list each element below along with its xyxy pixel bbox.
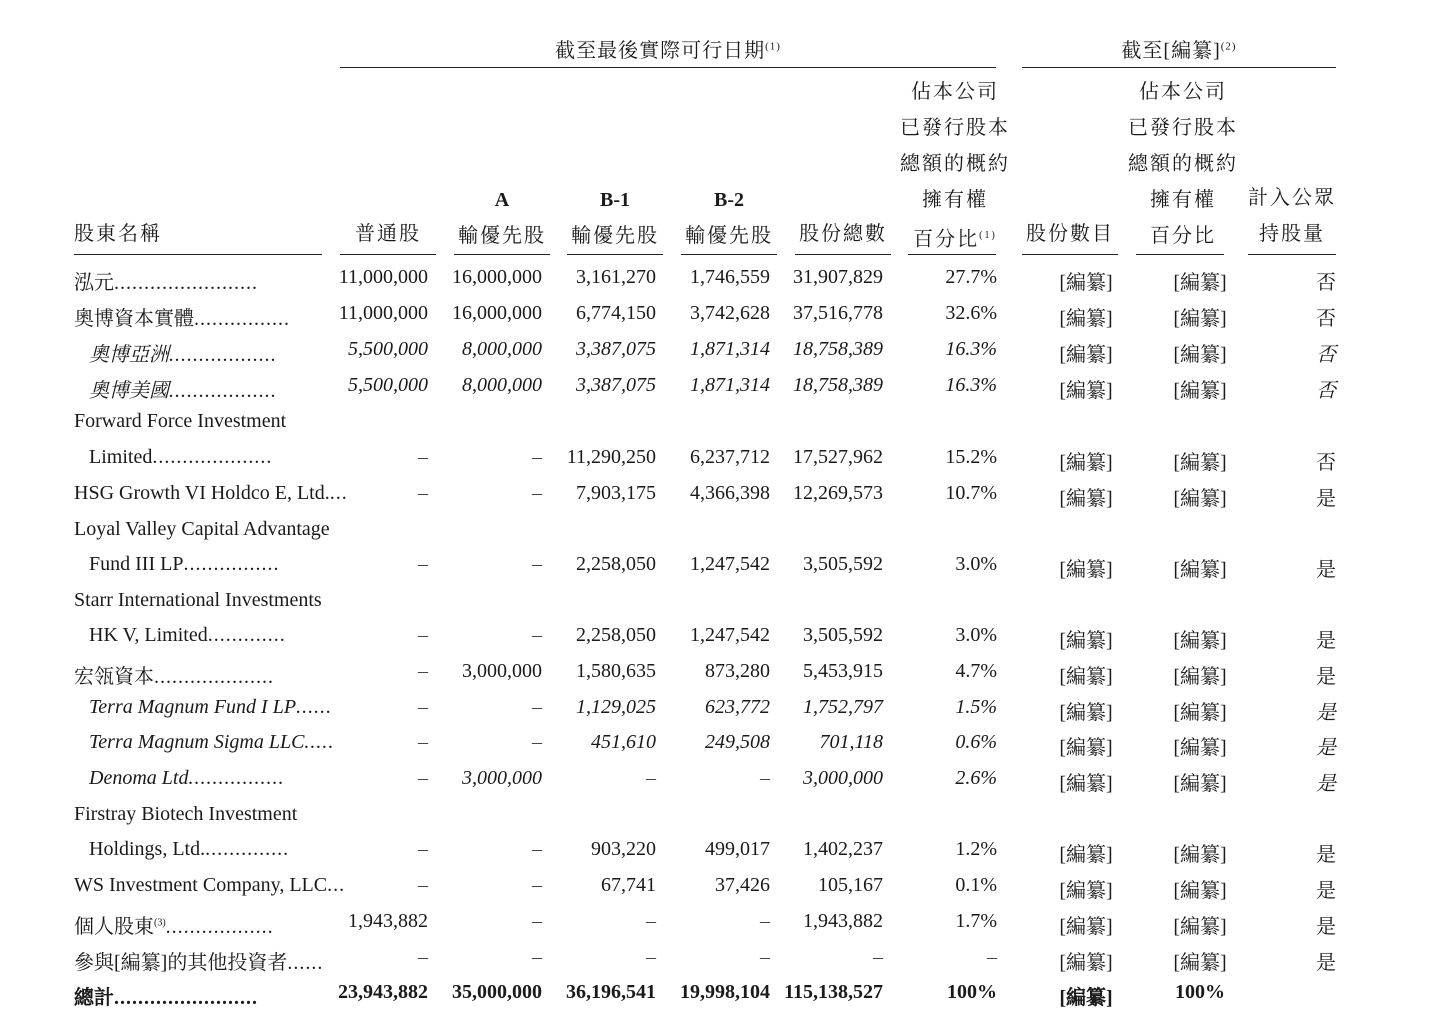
cell-ordinary: – <box>418 767 428 789</box>
shareholder-name-text: 個人股東 <box>74 916 154 938</box>
cell-b1: 1,580,635 <box>576 660 656 682</box>
col-header-b2-pref <box>681 182 777 254</box>
cell-pct2: [編纂] <box>1173 773 1227 795</box>
col-rule-pct <box>908 254 996 255</box>
cell-public-float: 是 <box>1316 666 1336 688</box>
cell-a: 16,000,000 <box>452 266 542 288</box>
cell-total: 12,269,573 <box>793 482 883 504</box>
shareholder-name-text: WS Investment Company, LLC <box>74 874 328 896</box>
cell-b2: 1,871,314 <box>690 338 770 360</box>
cell-public-float: 是 <box>1316 488 1336 510</box>
cell-a: 8,000,000 <box>462 338 542 360</box>
cell-pct: 10.7% <box>945 482 997 504</box>
cell-pct: 15.2% <box>945 446 997 468</box>
cell-count: [編纂] <box>1059 488 1113 510</box>
col-header-b2-pref-text: 輸優先股 <box>685 225 773 247</box>
cell-total: 1,402,237 <box>803 838 883 860</box>
footnote-marker: (1) <box>765 40 781 53</box>
cell-count: [編纂] <box>1059 452 1113 474</box>
cell-public-float: 是 <box>1316 702 1336 724</box>
leader-dots: .............. <box>205 838 290 860</box>
leader-dots: ................ <box>183 553 280 575</box>
cell-total: 5,453,915 <box>803 660 883 682</box>
cell-ordinary: – <box>418 624 428 646</box>
leader-dots: ............. <box>207 624 286 646</box>
cell-a: 16,000,000 <box>452 302 542 324</box>
cell-b2: 4,366,398 <box>690 482 770 504</box>
leader-dots: ..... <box>304 731 335 753</box>
cell-public-float: 否 <box>1316 272 1336 294</box>
cell-pct2: [編纂] <box>1173 452 1227 474</box>
shareholder-name-text: HK V, Limited <box>89 624 208 646</box>
col-rule-b1 <box>567 254 663 255</box>
cell-total: 701,118 <box>819 731 883 753</box>
shareholder-name <box>89 838 289 861</box>
cell-total: 18,758,389 <box>793 374 883 396</box>
cell-count: [編纂] <box>1059 630 1113 652</box>
cell-ordinary: – <box>418 660 428 682</box>
cell-pct: 16.3% <box>945 374 997 396</box>
shareholder-name <box>89 338 277 367</box>
shareholder-name-line1: Forward Force Investment <box>74 410 287 432</box>
cell-b1: 3,387,075 <box>576 374 656 396</box>
cell-b1: – <box>646 767 656 789</box>
cell-ordinary: 11,000,000 <box>338 266 428 288</box>
cell-b2: 1,871,314 <box>690 374 770 396</box>
col-rule-ordinary <box>340 254 436 255</box>
cell-b1: 3,161,270 <box>576 266 656 288</box>
cell-b2: 19,998,104 <box>680 981 770 1003</box>
cell-b1: 7,903,175 <box>576 482 656 504</box>
cell-b2: 499,017 <box>705 838 770 860</box>
cell-count: [編纂] <box>1059 344 1113 366</box>
shareholder-name-line1: Starr International Investments <box>74 589 322 611</box>
shareholder-name-text: 泓元 <box>74 272 114 294</box>
shareholder-name <box>89 696 332 719</box>
cell-public-float: 是 <box>1316 559 1336 581</box>
footnote-marker: (3) <box>154 917 166 929</box>
col-header-public-float <box>1248 180 1336 252</box>
cell-a: 8,000,000 <box>462 374 542 396</box>
cell-count: [編纂] <box>1059 952 1113 974</box>
cell-b2: – <box>760 910 770 932</box>
shareholder-name <box>89 446 272 469</box>
shareholder-name-text: 奧博美國 <box>89 380 169 402</box>
cell-pct: 32.6% <box>945 302 997 324</box>
col-rule-float <box>1248 254 1336 255</box>
cell-b1: 11,290,250 <box>566 446 656 468</box>
cell-pct: 16.3% <box>945 338 997 360</box>
cell-pct2: [編纂] <box>1173 952 1227 974</box>
leader-dots: .................. <box>169 344 277 366</box>
leader-dots: ...... <box>287 952 324 974</box>
cell-pct2: [編纂] <box>1173 272 1227 294</box>
col-header-a-pref <box>454 182 550 254</box>
cell-pct: 3.0% <box>955 553 997 575</box>
cell-b1: 67,741 <box>601 874 656 896</box>
cell-pct: 2.6% <box>955 767 997 789</box>
shareholder-name-text: 奧博亞洲 <box>89 344 169 366</box>
cell-b1: 36,196,541 <box>566 981 656 1003</box>
cell-b2: 6,237,712 <box>690 446 770 468</box>
pct-header-line: 已發行股本 <box>900 117 1010 139</box>
shareholder-name <box>74 981 258 1010</box>
col-header-ordinary-text: 普通股 <box>355 223 421 245</box>
cell-b2: – <box>760 946 770 968</box>
leader-dots: .................... <box>154 666 274 688</box>
cell-total: 3,505,592 <box>803 624 883 646</box>
cell-count: [編纂] <box>1059 737 1113 759</box>
pct2-header-line: 總額的概約 <box>1128 153 1238 175</box>
leader-dots: .................. <box>169 380 277 402</box>
cell-public-float: 是 <box>1316 737 1336 759</box>
col-header-a-prefix: A <box>494 189 510 211</box>
cell-public-float: 是 <box>1316 952 1336 974</box>
col-rule-pct2 <box>1136 254 1224 255</box>
cell-a: – <box>532 624 542 646</box>
cell-total: 1,752,797 <box>803 696 883 718</box>
cell-a: 3,000,000 <box>462 767 542 789</box>
shareholder-name <box>74 302 290 331</box>
col-header-total-shares-text: 股份總數 <box>799 223 887 245</box>
shareholder-name-text: Holdings, Ltd. <box>89 838 206 860</box>
shareholder-name <box>74 266 258 295</box>
cell-count: [編纂] <box>1059 987 1113 1009</box>
cell-count: [編纂] <box>1059 702 1113 724</box>
cell-pct2: [編纂] <box>1173 380 1227 402</box>
leader-dots: ................ <box>188 767 285 789</box>
cell-b1: – <box>646 910 656 932</box>
cell-a: – <box>532 553 542 575</box>
cell-pct: 1.5% <box>955 696 997 718</box>
col-rule-a <box>454 254 550 255</box>
leader-dots: ...... <box>296 696 333 718</box>
cell-b2: 1,247,542 <box>690 624 770 646</box>
cell-pct2: [編纂] <box>1173 880 1227 902</box>
cell-a: – <box>532 838 542 860</box>
pct-header-line: 擁有權 <box>922 189 988 211</box>
cell-public-float: 否 <box>1316 308 1336 330</box>
col-header-b1-pref-text: 輸優先股 <box>571 225 659 247</box>
cell-b1: 451,610 <box>591 731 656 753</box>
cell-pct: 1.7% <box>955 910 997 932</box>
cell-ordinary: 1,943,882 <box>348 910 428 932</box>
cell-pct2: [編纂] <box>1173 488 1227 510</box>
shareholder-name-text: 宏瓴資本 <box>74 666 154 688</box>
shareholder-name-text: Fund III LP <box>89 553 184 575</box>
shareholder-name-line1: Firstray Biotech Investment <box>74 803 298 825</box>
cell-count: [編纂] <box>1059 380 1113 402</box>
cell-a: – <box>532 446 542 468</box>
shareholder-name <box>89 624 286 647</box>
shareholder-name <box>74 910 274 939</box>
shareholder-name <box>89 374 277 403</box>
cell-public-float: 是 <box>1316 630 1336 652</box>
pct-header-line: 總額的概約 <box>900 153 1010 175</box>
cell-a: 3,000,000 <box>462 660 542 682</box>
cell-count: [編纂] <box>1059 272 1113 294</box>
cell-pct2: [編纂] <box>1173 559 1227 581</box>
footnote-marker: (2) <box>1220 40 1237 53</box>
cell-total: 31,907,829 <box>793 266 883 288</box>
cell-pct: – <box>987 946 997 968</box>
cell-b1: 3,387,075 <box>576 338 656 360</box>
shareholder-name <box>74 874 345 897</box>
cell-count: [編纂] <box>1059 916 1113 938</box>
cell-a: – <box>532 874 542 896</box>
leader-dots: ... <box>327 874 346 896</box>
cell-ordinary: – <box>418 446 428 468</box>
cell-count: [編纂] <box>1059 559 1113 581</box>
cell-a: – <box>532 482 542 504</box>
cell-ordinary: – <box>418 874 428 896</box>
cell-pct2: [編纂] <box>1173 344 1227 366</box>
cell-total: 1,943,882 <box>803 910 883 932</box>
float-header-line: 持股量 <box>1259 223 1325 245</box>
col-header-share-count <box>1022 216 1118 252</box>
cell-ordinary: 5,500,000 <box>348 374 428 396</box>
cell-ordinary: – <box>418 553 428 575</box>
leader-dots: .................. <box>165 916 274 938</box>
group-header-ipo <box>1022 34 1336 63</box>
cell-pct2: [編纂] <box>1173 308 1227 330</box>
cell-a: – <box>532 731 542 753</box>
shareholder-name-text: Denoma Ltd <box>89 767 189 789</box>
col-rule-total <box>795 254 891 255</box>
shareholder-name-line1: Loyal Valley Capital Advantage <box>74 518 330 540</box>
cell-total: 3,505,592 <box>803 553 883 575</box>
cell-pct2: [編纂] <box>1173 737 1227 759</box>
leader-dots: ................ <box>194 308 290 330</box>
col-header-b1-pref <box>567 182 663 254</box>
group-header-ipo-text: 截至[編纂] <box>1121 40 1221 62</box>
cell-b2: 1,247,542 <box>690 553 770 575</box>
col-header-a-pref-text: 輸優先股 <box>458 225 546 247</box>
cell-pct: 3.0% <box>955 624 997 646</box>
cell-ordinary: – <box>418 696 428 718</box>
cell-a: – <box>532 696 542 718</box>
cell-public-float: 是 <box>1316 773 1336 795</box>
col-header-ipo-pct <box>1128 74 1238 254</box>
group-rule-ipo <box>1022 67 1336 68</box>
cell-pct2: [編纂] <box>1173 916 1227 938</box>
cell-b2: 249,508 <box>705 731 770 753</box>
shareholder-name-text: 奧博資本實體 <box>74 308 194 330</box>
col-header-b2-prefix: B-2 <box>714 189 744 211</box>
cell-b2: – <box>760 767 770 789</box>
cell-b1: 2,258,050 <box>576 624 656 646</box>
cell-count: [編纂] <box>1059 844 1113 866</box>
shareholder-name-text: 總計 <box>74 987 114 1009</box>
col-rule-name <box>74 254 322 255</box>
cell-pct: 4.7% <box>955 660 997 682</box>
col-header-ownership-pct <box>900 74 1010 258</box>
cell-pct: 100% <box>947 981 997 1003</box>
cell-ordinary: 11,000,000 <box>338 302 428 324</box>
cell-b1: 903,220 <box>591 838 656 860</box>
cell-b2: 873,280 <box>705 660 770 682</box>
cell-total: 105,167 <box>818 874 883 896</box>
cell-total: – <box>873 946 883 968</box>
leader-dots: ........................ <box>114 987 258 1009</box>
shareholder-name <box>74 946 323 975</box>
leader-dots: .................... <box>152 446 273 468</box>
shareholder-name <box>89 731 334 754</box>
cell-b2: 3,742,628 <box>690 302 770 324</box>
cell-public-float: 是 <box>1316 844 1336 866</box>
leader-dots: ... <box>329 482 348 504</box>
cell-count: [編纂] <box>1059 880 1113 902</box>
cell-ordinary: – <box>418 838 428 860</box>
cell-public-float: 否 <box>1316 344 1336 366</box>
cell-b2: 623,772 <box>705 696 770 718</box>
shareholder-name <box>74 660 274 689</box>
shareholder-name-text: Terra Magnum Sigma LLC <box>89 731 305 753</box>
col-header-share-count-text: 股份數目 <box>1026 223 1114 245</box>
cell-public-float: 否 <box>1316 452 1336 474</box>
cell-pct: 1.2% <box>955 838 997 860</box>
cell-b2: 1,746,559 <box>690 266 770 288</box>
col-header-b1-prefix: B-1 <box>600 189 630 211</box>
cell-ordinary: – <box>418 482 428 504</box>
cell-a: 35,000,000 <box>452 981 542 1003</box>
cell-b1: 2,258,050 <box>576 553 656 575</box>
pct2-header-line: 佔本公司 <box>1139 81 1227 103</box>
cell-public-float: 是 <box>1316 880 1336 902</box>
shareholder-name-text: HSG Growth VI Holdco E, Ltd. <box>74 482 330 504</box>
pct2-header-line: 百分比 <box>1150 225 1216 247</box>
pct-header-line: 佔本公司 <box>911 81 999 103</box>
cell-public-float: 是 <box>1316 916 1336 938</box>
pct2-header-line: 擁有權 <box>1150 189 1216 211</box>
footnote-marker: (1) <box>979 230 997 241</box>
shareholder-name <box>89 767 284 790</box>
cell-a: – <box>532 946 542 968</box>
cell-total: 115,138,527 <box>784 981 883 1003</box>
col-header-ordinary <box>340 216 436 252</box>
group-header-latest-date-text: 截至最後實際可行日期 <box>555 40 766 62</box>
pct-header-line: 百分比 <box>913 228 980 251</box>
cell-pct: 27.7% <box>945 266 997 288</box>
cell-pct: 0.1% <box>955 874 997 896</box>
cell-b1: – <box>646 946 656 968</box>
cell-total: 18,758,389 <box>793 338 883 360</box>
cell-count: [編纂] <box>1059 666 1113 688</box>
cell-pct2: [編纂] <box>1173 702 1227 724</box>
cell-count: [編纂] <box>1059 308 1113 330</box>
cell-public-float: 否 <box>1316 380 1336 402</box>
cell-a: – <box>532 910 542 932</box>
float-header-line: 計入公眾 <box>1248 187 1336 209</box>
leader-dots: ........................ <box>114 272 258 294</box>
shareholder-name <box>89 553 279 576</box>
cell-total: 17,527,962 <box>793 446 883 468</box>
shareholder-name-text: 參與[編纂]的其他投資者 <box>74 952 288 974</box>
cell-ordinary: – <box>418 946 428 968</box>
col-header-shareholder-name <box>74 216 162 252</box>
cell-b1: 6,774,150 <box>576 302 656 324</box>
cell-pct2: [編纂] <box>1173 844 1227 866</box>
cell-b2: 37,426 <box>715 874 770 896</box>
cell-b1: 1,129,025 <box>576 696 656 718</box>
pct2-header-line: 已發行股本 <box>1128 117 1238 139</box>
group-header-latest-date <box>340 34 996 63</box>
col-rule-b2 <box>681 254 777 255</box>
cell-pct2: [編纂] <box>1173 666 1227 688</box>
col-header-shareholder-name-text: 股東名稱 <box>74 223 162 245</box>
cell-pct: 0.6% <box>955 731 997 753</box>
cell-pct2: 100% <box>1175 981 1225 1003</box>
shareholder-name-text: Terra Magnum Fund I LP <box>89 696 297 718</box>
shareholder-name-text: Limited <box>89 446 153 468</box>
col-rule-count <box>1022 254 1118 255</box>
group-rule-latest <box>340 67 996 68</box>
cell-ordinary: 5,500,000 <box>348 338 428 360</box>
cell-ordinary: 23,943,882 <box>338 981 428 1003</box>
shareholder-name <box>74 482 348 505</box>
col-header-total-shares <box>795 216 891 252</box>
cell-pct2: [編纂] <box>1173 630 1227 652</box>
cell-ordinary: – <box>418 731 428 753</box>
cell-total: 37,516,778 <box>793 302 883 324</box>
cell-count: [編纂] <box>1059 773 1113 795</box>
cell-total: 3,000,000 <box>803 767 883 789</box>
